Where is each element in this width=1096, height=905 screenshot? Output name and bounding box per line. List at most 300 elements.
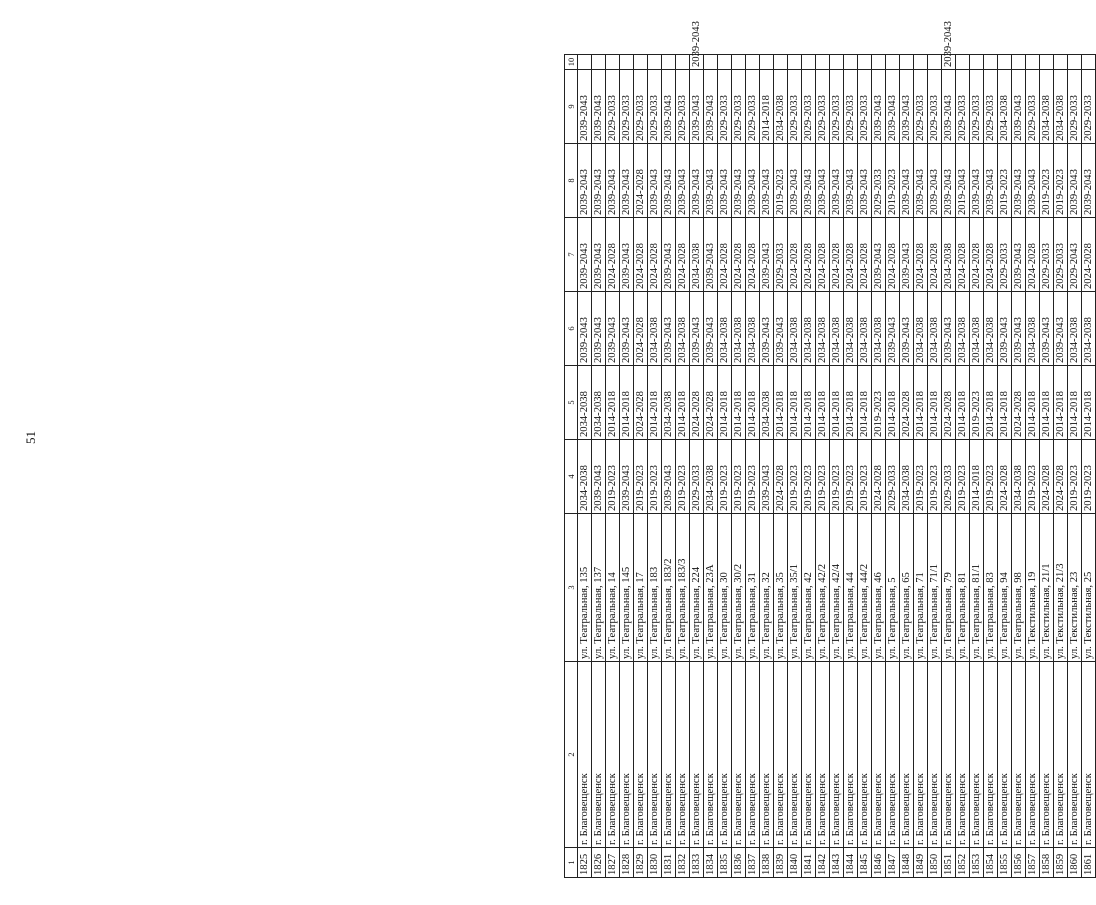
address-cell: ул. Театральная, 183/3 [676, 514, 690, 662]
period-cell: 2039-2043 [578, 70, 592, 144]
row-number-cell: 1844 [844, 848, 858, 878]
table-row [704, 55, 718, 878]
period-cell: 2024-2028 [676, 218, 690, 292]
period-cell: 2014-2018 [760, 70, 774, 144]
extra-period-cell [718, 55, 732, 70]
period-cell: 2019-2023 [648, 440, 662, 514]
period-cell: 2019-2023 [998, 144, 1012, 218]
period-cell: 2024-2028 [1026, 218, 1040, 292]
table-row [872, 55, 886, 878]
period-cell: 2029-2033 [634, 70, 648, 144]
period-cell: 2039-2043 [900, 218, 914, 292]
period-cell: 2019-2023 [788, 440, 802, 514]
city-cell: г. Благовещенск [606, 662, 620, 848]
period-cell: 2039-2043 [592, 292, 606, 366]
column-number-header: 2 [565, 662, 578, 848]
address-cell: ул. Театральная, 79 [942, 514, 956, 662]
period-cell: 2019-2023 [606, 440, 620, 514]
table-row [774, 55, 788, 878]
period-cell: 2039-2043 [998, 292, 1012, 366]
rotated-table-container [564, 21, 1094, 878]
row-number-cell: 1848 [900, 848, 914, 878]
period-cell: 2014-2018 [746, 366, 760, 440]
city-cell: г. Благовещенск [1082, 662, 1096, 848]
period-cell: 2019-2023 [1054, 144, 1068, 218]
schedule-table [564, 21, 1096, 878]
extra-period-cell [858, 55, 872, 70]
table-body [565, 21, 1096, 878]
period-cell: 2034-2038 [1082, 292, 1096, 366]
period-cell: 2039-2043 [690, 144, 704, 218]
period-cell: 2039-2043 [746, 144, 760, 218]
period-cell: 2034-2038 [816, 292, 830, 366]
period-cell: 2034-2038 [1012, 440, 1026, 514]
period-cell: 2039-2043 [802, 144, 816, 218]
period-cell: 2039-2043 [620, 218, 634, 292]
period-cell: 2039-2043 [1040, 292, 1054, 366]
address-cell: ул. Театральная, 42/4 [830, 514, 844, 662]
extra-period-cell [620, 55, 634, 70]
address-cell: ул. Театральная, 183 [648, 514, 662, 662]
period-cell: 2039-2043 [620, 292, 634, 366]
table-row [956, 55, 970, 878]
extra-period-cell [732, 55, 746, 70]
period-cell: 2014-2018 [1068, 366, 1082, 440]
address-cell: ул. Театральная, 137 [592, 514, 606, 662]
period-cell: 2039-2043 [732, 144, 746, 218]
period-cell: 2024-2028 [844, 218, 858, 292]
period-cell: 2039-2043 [928, 144, 942, 218]
city-cell: г. Благовещенск [1026, 662, 1040, 848]
period-cell: 2014-2018 [886, 366, 900, 440]
row-number-cell: 1843 [830, 848, 844, 878]
row-number-cell: 1842 [816, 848, 830, 878]
city-cell: г. Благовещенск [802, 662, 816, 848]
city-cell: г. Благовещенск [760, 662, 774, 848]
row-number-cell: 1826 [592, 848, 606, 878]
period-cell: 2039-2043 [900, 70, 914, 144]
table-row [606, 55, 620, 878]
row-number-cell: 1858 [1040, 848, 1054, 878]
extra-period-cell [830, 55, 844, 70]
row-number-cell: 1855 [998, 848, 1012, 878]
period-cell: 2039-2043 [942, 70, 956, 144]
period-cell: 2039-2043 [760, 292, 774, 366]
period-cell: 2014-2018 [788, 366, 802, 440]
period-cell: 2039-2043 [942, 292, 956, 366]
row-number-cell: 1856 [1012, 848, 1026, 878]
city-cell: г. Благовещенск [634, 662, 648, 848]
city-cell: г. Благовещенск [872, 662, 886, 848]
table-row [592, 55, 606, 878]
period-cell: 2029-2033 [816, 70, 830, 144]
period-cell: 2029-2043 [1068, 218, 1082, 292]
column-number-header: 9 [565, 70, 578, 144]
row-number-cell: 1850 [928, 848, 942, 878]
period-cell: 2039-2043 [676, 144, 690, 218]
period-cell: 2039-2043 [1026, 144, 1040, 218]
period-cell: 2039-2043 [690, 70, 704, 144]
period-cell: 2039-2043 [1012, 218, 1026, 292]
city-cell: г. Благовещенск [1040, 662, 1054, 848]
period-cell: 2039-2043 [788, 144, 802, 218]
period-cell: 2014-2018 [844, 366, 858, 440]
city-cell: г. Благовещенск [718, 662, 732, 848]
address-cell: ул. Театральная, 71 [914, 514, 928, 662]
table-row [718, 55, 732, 878]
extra-period-cell [970, 55, 984, 70]
period-cell: 2039-2043 [606, 144, 620, 218]
period-cell: 2039-2043 [662, 440, 676, 514]
row-number-cell: 1834 [704, 848, 718, 878]
city-cell: г. Благовещенск [830, 662, 844, 848]
address-cell: ул. Театральная, 183/2 [662, 514, 676, 662]
period-cell: 2039-2043 [914, 144, 928, 218]
city-cell: г. Благовещенск [662, 662, 676, 848]
period-cell: 2034-2038 [858, 292, 872, 366]
city-cell: г. Благовещенск [886, 662, 900, 848]
address-cell: ул. Театральная, 30/2 [732, 514, 746, 662]
period-cell: 2024-2028 [1012, 366, 1026, 440]
period-cell: 2024-2028 [648, 218, 662, 292]
period-cell: 2034-2038 [984, 292, 998, 366]
period-cell: 2034-2038 [970, 292, 984, 366]
period-cell: 2014-2018 [928, 366, 942, 440]
period-cell: 2039-2043 [900, 144, 914, 218]
city-cell: г. Благовещенск [788, 662, 802, 848]
period-cell: 2024-2028 [984, 218, 998, 292]
address-cell: ул. Текстильная, 19 [1026, 514, 1040, 662]
period-cell: 2039-2043 [1012, 70, 1026, 144]
period-cell: 2034-2038 [718, 292, 732, 366]
period-cell: 2019-2023 [984, 440, 998, 514]
extra-period-cell [1054, 55, 1068, 70]
row-number-cell: 1835 [718, 848, 732, 878]
period-cell: 2024-2028 [718, 218, 732, 292]
period-cell: 2039-2043 [760, 144, 774, 218]
period-cell: 2034-2038 [648, 292, 662, 366]
period-cell: 2039-2043 [662, 218, 676, 292]
period-cell: 2034-2038 [676, 292, 690, 366]
period-cell: 2039-2043 [620, 440, 634, 514]
period-cell: 2019-2023 [928, 440, 942, 514]
period-cell: 2039-2043 [1012, 144, 1026, 218]
period-cell: 2019-2023 [872, 366, 886, 440]
row-number-cell: 1860 [1068, 848, 1082, 878]
period-cell: 2029-2033 [956, 70, 970, 144]
city-cell: г. Благовещенск [676, 662, 690, 848]
period-cell: 2029-2033 [648, 70, 662, 144]
extra-period-cell [886, 55, 900, 70]
period-cell: 2039-2043 [844, 144, 858, 218]
city-cell: г. Благовещенск [1068, 662, 1082, 848]
period-cell: 2039-2043 [704, 144, 718, 218]
row-number-cell: 1836 [732, 848, 746, 878]
extra-period-cell [1082, 55, 1096, 70]
period-cell: 2034-2038 [788, 292, 802, 366]
row-number-cell: 1857 [1026, 848, 1040, 878]
period-cell: 2034-2038 [704, 440, 718, 514]
extra-period-cell [1012, 55, 1026, 70]
period-cell: 2014-2018 [816, 366, 830, 440]
table-row [662, 55, 676, 878]
period-cell: 2024-2028 [1054, 440, 1068, 514]
period-cell: 2024-2028 [634, 366, 648, 440]
extra-period-cell [844, 55, 858, 70]
period-cell: 2039-2043 [1082, 144, 1096, 218]
period-cell: 2024-2028 [774, 440, 788, 514]
period-cell: 2034-2038 [662, 366, 676, 440]
extra-period-cell [928, 55, 942, 70]
period-cell: 2034-2038 [872, 292, 886, 366]
period-cell: 2034-2038 [802, 292, 816, 366]
row-number-cell: 1829 [634, 848, 648, 878]
column-number-header: 4 [565, 440, 578, 514]
row-number-cell: 1851 [942, 848, 956, 878]
period-cell: 2019-2023 [732, 440, 746, 514]
period-cell: 2034-2038 [900, 440, 914, 514]
row-number-cell: 1827 [606, 848, 620, 878]
period-cell: 2039-2043 [690, 292, 704, 366]
period-cell: 2034-2038 [942, 218, 956, 292]
period-cell: 2039-2043 [1068, 144, 1082, 218]
period-cell: 2014-2018 [956, 366, 970, 440]
column-number-header: 8 [565, 144, 578, 218]
address-cell: ул. Текстильная, 21/3 [1054, 514, 1068, 662]
period-cell: 2034-2038 [928, 292, 942, 366]
extra-period-cell [816, 55, 830, 70]
period-cell: 2019-2023 [1026, 440, 1040, 514]
table-row [788, 55, 802, 878]
period-cell: 2014-2018 [620, 366, 634, 440]
row-number-cell: 1845 [858, 848, 872, 878]
period-cell: 2029-2033 [928, 70, 942, 144]
period-cell: 2014-2018 [648, 366, 662, 440]
period-cell: 2029-2033 [718, 70, 732, 144]
period-cell: 2014-2018 [1040, 366, 1054, 440]
column-number-header: 3 [565, 514, 578, 662]
period-cell: 2019-2023 [746, 440, 760, 514]
table-row [1068, 55, 1082, 878]
period-cell: 2029-2033 [732, 70, 746, 144]
period-cell: 2029-2033 [802, 70, 816, 144]
table-row [760, 55, 774, 878]
row-number-cell: 1854 [984, 848, 998, 878]
row-number-cell: 1832 [676, 848, 690, 878]
period-cell: 2024-2028 [788, 218, 802, 292]
period-cell: 2019-2023 [718, 440, 732, 514]
address-cell: ул. Театральная, 65 [900, 514, 914, 662]
period-cell: 2039-2043 [592, 70, 606, 144]
row-number-cell: 1846 [872, 848, 886, 878]
table-row [648, 55, 662, 878]
period-cell: 2014-2018 [1026, 366, 1040, 440]
city-cell: г. Благовещенск [774, 662, 788, 848]
extra-period-cell: 2039-2043 [942, 55, 956, 70]
period-cell: 2034-2038 [830, 292, 844, 366]
address-cell: ул. Театральная, 31 [746, 514, 760, 662]
period-cell: 2039-2043 [606, 292, 620, 366]
column-number-header: 6 [565, 292, 578, 366]
period-cell: 2034-2038 [746, 292, 760, 366]
table-row [844, 55, 858, 878]
city-cell: г. Благовещенск [984, 662, 998, 848]
table-row [998, 55, 1012, 878]
period-cell: 2024-2028 [942, 366, 956, 440]
period-cell: 2024-2028 [914, 218, 928, 292]
table-row [634, 55, 648, 878]
period-cell: 2024-2028 [956, 218, 970, 292]
period-cell: 2034-2038 [844, 292, 858, 366]
period-cell: 2034-2038 [956, 292, 970, 366]
extra-period-cell [760, 55, 774, 70]
period-cell: 2029-2033 [620, 70, 634, 144]
period-cell: 2014-2018 [802, 366, 816, 440]
row-number-cell: 1830 [648, 848, 662, 878]
city-cell: г. Благовещенск [620, 662, 634, 848]
period-cell: 2029-2033 [984, 70, 998, 144]
period-cell: 2039-2043 [662, 70, 676, 144]
period-cell: 2014-2018 [732, 366, 746, 440]
period-cell: 2024-2028 [886, 218, 900, 292]
address-cell: ул. Театральная, 42/2 [816, 514, 830, 662]
city-cell: г. Благовещенск [900, 662, 914, 848]
period-cell: 2029-2033 [914, 70, 928, 144]
period-cell: 2039-2043 [578, 292, 592, 366]
table-row [746, 55, 760, 878]
table-row [1040, 55, 1054, 878]
address-cell: ул. Театральная, 32 [760, 514, 774, 662]
period-cell: 2014-2018 [1054, 366, 1068, 440]
extra-period-cell [1068, 55, 1082, 70]
period-cell: 2024-2028 [858, 218, 872, 292]
extra-period-cell: 2039-2043 [690, 55, 704, 70]
address-cell: ул. Театральная, 98 [1012, 514, 1026, 662]
period-cell: 2034-2038 [774, 70, 788, 144]
period-cell: 2024-2028 [970, 218, 984, 292]
city-cell: г. Благовещенск [858, 662, 872, 848]
period-cell: 2034-2038 [578, 366, 592, 440]
extra-period-cell [914, 55, 928, 70]
period-cell: 2039-2043 [830, 144, 844, 218]
address-cell: ул. Театральная, 46 [872, 514, 886, 662]
period-cell: 2039-2043 [662, 144, 676, 218]
period-cell: 2039-2043 [858, 144, 872, 218]
city-cell: г. Благовещенск [732, 662, 746, 848]
address-cell: ул. Театральная, 44/2 [858, 514, 872, 662]
period-cell: 2029-2033 [942, 440, 956, 514]
row-number-cell: 1841 [802, 848, 816, 878]
period-cell: 2034-2038 [690, 218, 704, 292]
period-cell: 2039-2043 [578, 218, 592, 292]
city-cell: г. Благовещенск [704, 662, 718, 848]
period-cell: 2024-2028 [816, 218, 830, 292]
address-cell: ул. Театральная, 30 [718, 514, 732, 662]
extra-period-cell [606, 55, 620, 70]
table-row [928, 55, 942, 878]
period-cell: 2024-2028 [802, 218, 816, 292]
city-cell: г. Благовещенск [746, 662, 760, 848]
page-number: 51 [23, 431, 38, 444]
period-cell: 2019-2023 [914, 440, 928, 514]
period-cell: 2039-2043 [886, 292, 900, 366]
period-cell: 2024-2028 [732, 218, 746, 292]
extra-period-cell [578, 55, 592, 70]
period-cell: 2024-2028 [746, 218, 760, 292]
address-cell: ул. Театральная, 44 [844, 514, 858, 662]
period-cell: 2024-2028 [606, 218, 620, 292]
table-row [1054, 55, 1068, 878]
address-cell: ул. Театральная, 145 [620, 514, 634, 662]
period-cell: 2039-2043 [1054, 292, 1068, 366]
period-cell: 2019-2023 [830, 440, 844, 514]
period-cell: 2024-2028 [634, 292, 648, 366]
period-cell: 2039-2043 [704, 292, 718, 366]
period-cell: 2029-2033 [676, 70, 690, 144]
period-cell: 2014-2018 [914, 366, 928, 440]
period-cell: 2019-2023 [1082, 440, 1096, 514]
period-cell: 2014-2018 [676, 366, 690, 440]
period-cell: 2019-2023 [774, 144, 788, 218]
period-cell: 2019-2023 [886, 144, 900, 218]
city-cell: г. Благовещенск [690, 662, 704, 848]
address-cell: ул. Театральная, 81 [956, 514, 970, 662]
table-row [578, 55, 592, 878]
extra-period-cell [998, 55, 1012, 70]
period-cell: 2039-2043 [872, 218, 886, 292]
table-row [732, 55, 746, 878]
period-cell: 2039-2043 [592, 144, 606, 218]
table-row [900, 55, 914, 878]
row-number-cell: 1831 [662, 848, 676, 878]
period-cell: 2014-2018 [984, 366, 998, 440]
row-number-cell: 1837 [746, 848, 760, 878]
period-cell: 2039-2043 [662, 292, 676, 366]
table-row [690, 55, 704, 878]
period-cell: 2024-2028 [998, 440, 1012, 514]
period-cell: 2024-2028 [1082, 218, 1096, 292]
period-cell: 2014-2018 [970, 440, 984, 514]
period-cell: 2034-2038 [592, 366, 606, 440]
period-cell: 2019-2023 [802, 440, 816, 514]
city-cell: г. Благовещенск [592, 662, 606, 848]
row-number-cell: 1825 [578, 848, 592, 878]
period-cell: 2039-2043 [970, 144, 984, 218]
period-cell: 2039-2043 [718, 144, 732, 218]
extra-period-cell [592, 55, 606, 70]
period-cell: 2029-2033 [1068, 70, 1082, 144]
period-cell: 2034-2038 [1054, 70, 1068, 144]
row-number-cell: 1861 [1082, 848, 1096, 878]
city-cell: г. Благовещенск [648, 662, 662, 848]
column-number-header-row [565, 55, 578, 878]
row-number-cell: 1838 [760, 848, 774, 878]
period-cell: 2039-2043 [872, 70, 886, 144]
address-cell: ул. Театральная, 5 [886, 514, 900, 662]
table-row [830, 55, 844, 878]
period-cell: 2039-2043 [760, 218, 774, 292]
city-cell: г. Благовещенск [578, 662, 592, 848]
period-cell: 2039-2043 [774, 292, 788, 366]
table-row [1012, 55, 1026, 878]
period-cell: 2019-2043 [956, 144, 970, 218]
address-cell: ул. Театральная, 35/1 [788, 514, 802, 662]
period-cell: 2039-2043 [886, 70, 900, 144]
table-row [914, 55, 928, 878]
period-cell: 2024-2028 [634, 144, 648, 218]
period-cell: 2014-2018 [718, 366, 732, 440]
period-cell: 2029-2033 [998, 218, 1012, 292]
